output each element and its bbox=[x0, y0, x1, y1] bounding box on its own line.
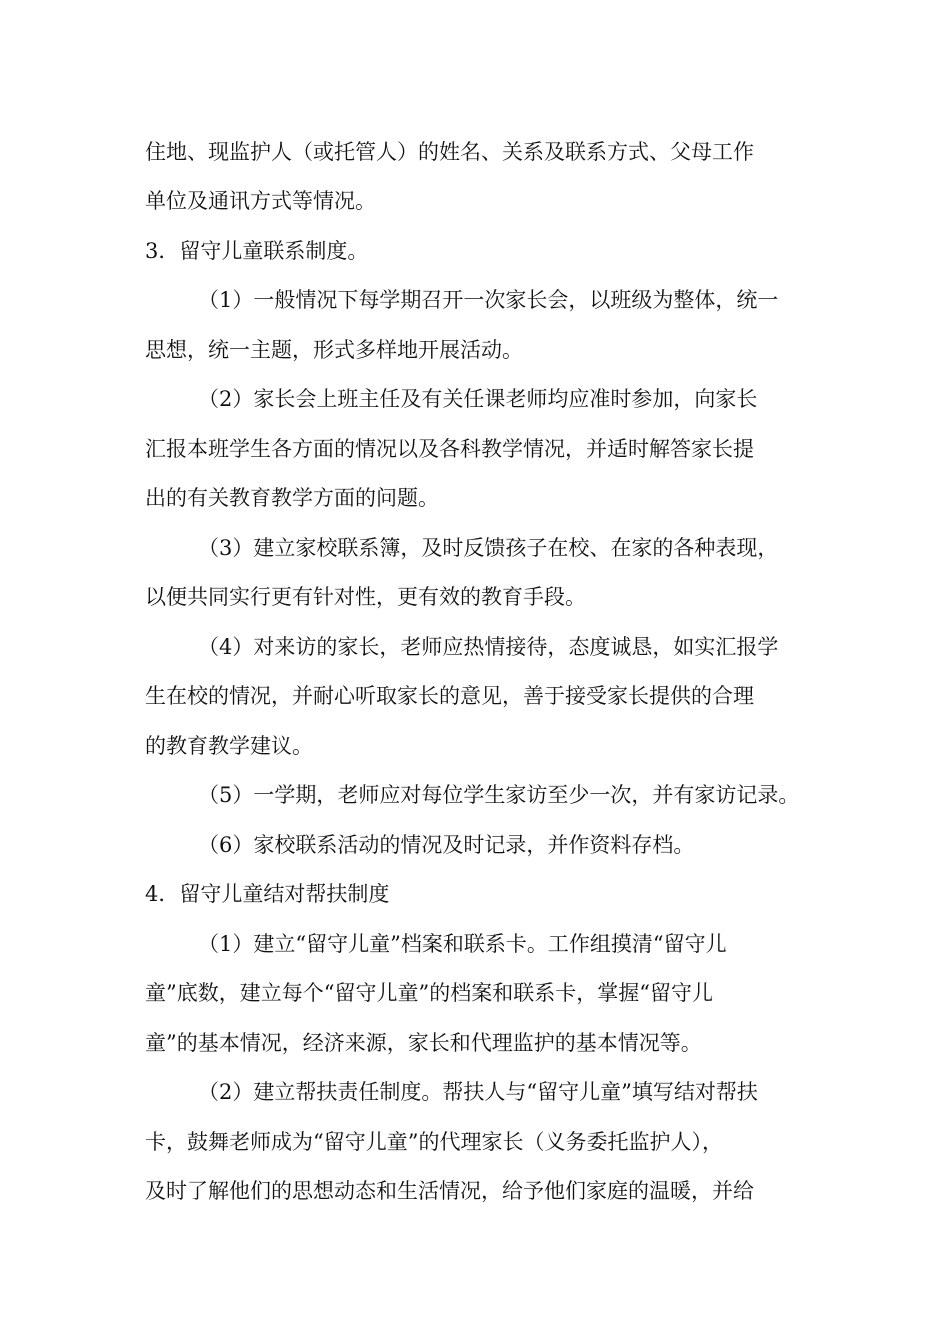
text-line: 思想，统一主题，形式多样地开展活动。 bbox=[145, 338, 523, 362]
text-line: 以便共同实行更有针对性，更有效的教育手段。 bbox=[145, 585, 586, 609]
text-line: 及时了解他们的思想动态和生活情况，给予他们家庭的温暖，并给 bbox=[145, 1179, 754, 1203]
text-line: （2）建立帮扶责任制度。帮扶人与“留守儿童”填写结对帮扶 bbox=[198, 1080, 758, 1104]
text-line: （3）建立家校联系簿，及时反馈孩子在校、在家的各种表现， bbox=[198, 536, 779, 560]
text-line: （1）一般情况下每学期召开一次家长会，以班级为整体，统一 bbox=[198, 288, 779, 312]
text-line: （1）建立“留守儿童”档案和联系卡。工作组摸清“留守儿 bbox=[198, 932, 727, 956]
text-line: 生在校的情况，并耐心听取家长的意见，善于接受家长提供的合理 bbox=[145, 684, 754, 708]
text-line: （2）家长会上班主任及有关任课老师均应准时参加，向家长 bbox=[198, 387, 758, 411]
text-line: （5）一学期，老师应对每位学生家访至少一次，并有家访记录。 bbox=[198, 783, 800, 807]
text-line: （6）家校联系活动的情况及时记录，并作资料存档。 bbox=[198, 833, 695, 857]
text-line: 童”底数，建立每个“留守儿童”的档案和联系卡，掌握“留守儿 bbox=[145, 981, 713, 1005]
text-line: 单位及通讯方式等情况。 bbox=[145, 189, 376, 213]
text-line: 卡，鼓舞老师成为“留守儿童”的代理家长（义务委托监护人）， bbox=[145, 1130, 723, 1154]
text-line: 童”的基本情况，经济来源，家长和代理监护的基本情况等。 bbox=[145, 1031, 702, 1055]
text-line: 汇报本班学生各方面的情况以及各科教学情况，并适时解答家长提 bbox=[145, 437, 754, 461]
text-line: 的教育教学建议。 bbox=[145, 734, 313, 758]
section-heading: 4．留守儿童结对帮扶制度 bbox=[145, 882, 390, 906]
text-line: （4）对来访的家长，老师应热情接待，态度诚恳，如实汇报学 bbox=[198, 635, 779, 659]
text-line: 出的有关教育教学方面的问题。 bbox=[145, 486, 439, 510]
section-heading: 3．留守儿童联系制度。 bbox=[145, 239, 369, 263]
text-line: 住地、现监护人（或托管人）的姓名、关系及联系方式、父母工作 bbox=[145, 140, 754, 164]
